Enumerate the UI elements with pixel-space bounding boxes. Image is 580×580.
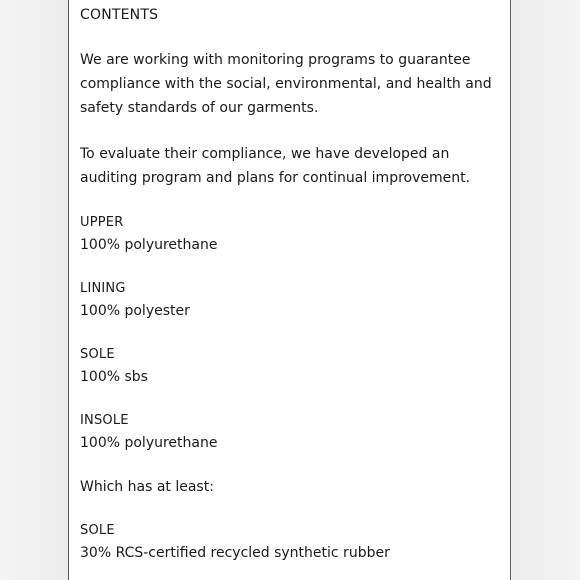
at-least-intro: Which has at least: [80, 479, 214, 495]
material-upper [80, 212, 505, 256]
spacer [80, 498, 505, 520]
spacer [80, 322, 505, 344]
material-label: LINING [80, 281, 126, 296]
left-margin [0, 0, 68, 580]
material-value: 30% RCS-certified recycled synthetic rubber [80, 545, 390, 561]
material-label: UPPER [80, 215, 124, 230]
contents-panel[interactable] [68, 0, 511, 580]
material-value: 100% polyurethane [80, 435, 218, 451]
material-value: 100% sbs [80, 369, 148, 385]
material-lining [80, 278, 505, 322]
recycled-sole [80, 520, 505, 564]
right-margin [512, 0, 580, 580]
material-value: 100% polyurethane [80, 237, 218, 253]
contents-heading: CONTENTS [80, 7, 159, 23]
spacer [80, 26, 505, 48]
material-sole [80, 344, 505, 388]
material-insole [80, 410, 505, 454]
contents-body [80, 4, 505, 564]
spacer [80, 388, 505, 410]
material-label: SOLE [80, 523, 115, 538]
material-label: INSOLE [80, 413, 129, 428]
compliance-paragraph: We are working with monitoring programs to guarantee compliance with the social, environmental, and health and safety standards of our garments. [80, 52, 492, 116]
spacer [80, 190, 505, 212]
spacer [80, 120, 505, 142]
spacer [80, 256, 505, 278]
spacer [80, 454, 505, 476]
material-label: SOLE [80, 347, 115, 362]
auditing-paragraph: To evaluate their compliance, we have developed an auditing program and plans for continual improvement. [80, 146, 471, 186]
material-value: 100% polyester [80, 303, 190, 319]
